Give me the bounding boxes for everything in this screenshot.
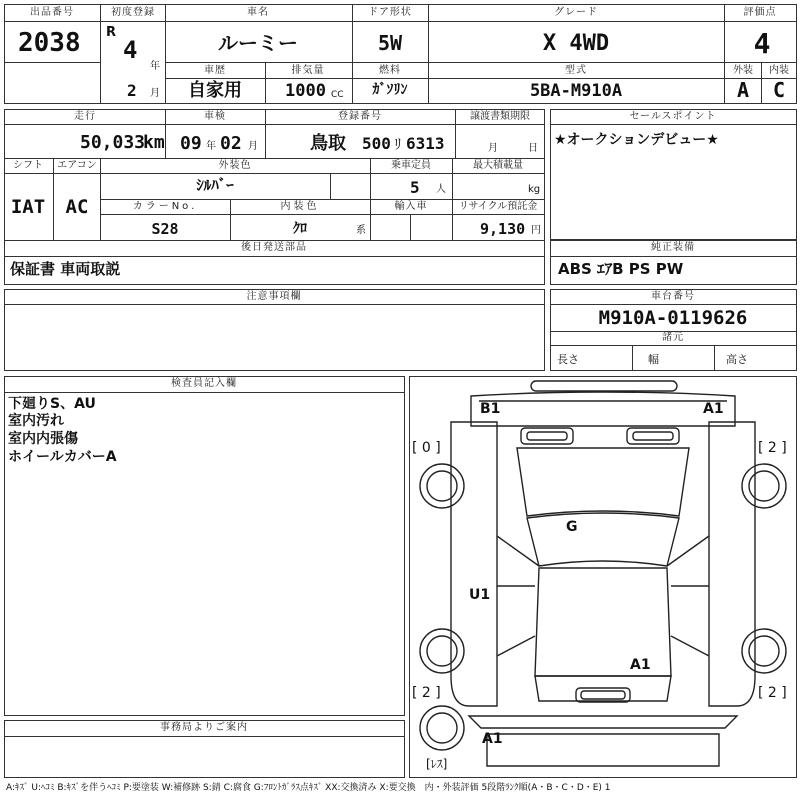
damage-code: A1 [630,657,651,673]
damage-code: B1 [480,401,501,417]
insp-month: 02 [220,133,242,154]
insp-month-unit: 月 [248,141,258,152]
car-diagram [409,376,797,778]
reg-era: R [106,25,117,40]
later-parts-label: 後日発送部品 [241,242,307,253]
equipment: ABS ｴｱB PS PW [558,260,684,278]
recycle-amount: 9,130 [480,220,526,238]
insp-year-unit: 年 [206,141,216,152]
color-label: 外装色 [218,160,252,171]
interior-color: ｸﾛ [293,221,307,237]
capacity-unit: 人 [436,184,446,195]
door-type: 5W [377,31,403,55]
interior-color-label: 内装色 [280,201,320,212]
reg-month: 2 [127,81,137,100]
model: 5BA-M910A [529,81,623,101]
tire-depth: [ 2 ] [412,685,441,701]
damage-code: A1 [703,401,724,417]
km-unit: km [143,132,165,153]
interior-unit: 系 [356,225,366,236]
lot-number: 2038 [18,28,81,58]
tire-depth: [ 0 ] [412,440,441,456]
displacement: 1000 [285,81,326,101]
equipment-label: 純正装備 [651,242,695,253]
color-no: S28 [151,220,179,238]
car-name: ルーミー [218,31,298,55]
sales-point-block [550,109,797,240]
shift-label: シフト [13,160,43,171]
import-label: 輸入車 [394,201,428,212]
displacement-label: 排気量 [291,65,325,76]
office-label: 事務局よりご案内 [160,722,248,733]
grade-label: グレード [554,7,598,18]
year-unit: 年 [150,61,160,72]
sales-point-label: セールスポイント [629,111,717,122]
height-label: 高さ [726,353,748,366]
transfer-month-unit: 月 [488,143,498,154]
fuel-label: 燃料 [379,65,401,76]
grade: X 4WD [542,31,610,56]
ac: AC [65,196,89,218]
int-label: 内装 [769,65,789,76]
load-label: 最大積載量 [473,160,523,171]
reg-label: 初度登録 [111,7,155,18]
transfer-day-unit: 日 [528,143,538,154]
color-no-label: カラーNo. [132,201,198,212]
caution-label: 注意事項欄 [246,291,302,302]
chassis-number: M910A-0119626 [598,307,748,329]
capacity: 5 [410,178,420,197]
exterior-color: ｼﾙﾊﾞｰ [196,176,234,194]
ext-label: 外装 [733,65,753,76]
door-label: ドア形状 [368,7,412,18]
inspector-line: 室内内張傷 [8,431,78,447]
damage-code: G [566,519,578,535]
yen-unit: 円 [531,225,541,236]
shift: IAT [10,196,46,218]
inspector-block [4,376,405,716]
damage-code: U1 [469,587,491,603]
damage-code: A1 [482,731,503,747]
inspection-label: 車検 [204,111,226,122]
plate-area: 鳥取 [310,133,346,154]
tire-depth: [ 2 ] [758,440,787,456]
int-grade: C [772,78,786,102]
reg-year: 4 [123,36,138,64]
sales-point: ★オークションデビュー★ [554,132,719,148]
inspector-line: ホイールカバーA [8,449,117,465]
history-label: 車歴 [204,65,226,76]
spare-tire: [ﾚｽ] [426,757,448,771]
mileage: 50,033 [80,132,146,153]
score-label: 評価点 [743,7,777,18]
month-unit: 月 [150,88,160,99]
model-label: 型式 [565,65,587,76]
plate-class: 500 [362,134,391,153]
car-name-label: 車名 [247,7,269,18]
spec-label: 諸元 [662,332,684,343]
length-label: 長さ [557,353,579,366]
capacity-label: 乗車定員 [391,160,431,171]
inspector-label: 検査員記入欄 [171,378,237,389]
transfer-label: 譲渡書類期限 [470,111,530,122]
ext-grade: A [736,78,750,102]
later-parts: 保証書 車両取説 [10,260,121,278]
cc-unit: CC [331,90,344,100]
lot-label: 出品番号 [30,7,74,18]
chassis-label: 車台番号 [651,291,695,302]
load-unit: kg [528,184,541,195]
width-label: 幅 [648,353,659,366]
legend: A:ｷｽﾞ U:ﾍｺﾐ B:ｷｽﾞを伴うﾍｺﾐ P:要塗装 W:補修跡 S:錆 C:腐食 G:ﾌﾛﾝﾄｶﾞﾗｽ点ｷｽﾞ XX:交換済み X:要交換 内・外装評価 5段階ﾗﾝｸ順(A・B・C・D・E) 1 [6,783,611,793]
ac-label: エアコン [57,160,97,171]
plate-kana: ﾘ [394,135,402,153]
insp-year: 09 [180,133,202,154]
plate-label: 登録番号 [338,111,382,122]
mileage-label: 走行 [74,111,96,122]
fuel: ｶﾞｿﾘﾝ [372,82,408,98]
recycle-label: リサイクル預託金 [458,201,538,212]
score: 4 [753,27,771,60]
plate-number: 6313 [406,134,445,153]
inspector-line: 下廻りS、AU [8,396,96,412]
inspector-line: 室内汚れ [8,413,64,429]
tire-depth: [ 2 ] [758,685,787,701]
history: 自家用 [188,80,242,101]
